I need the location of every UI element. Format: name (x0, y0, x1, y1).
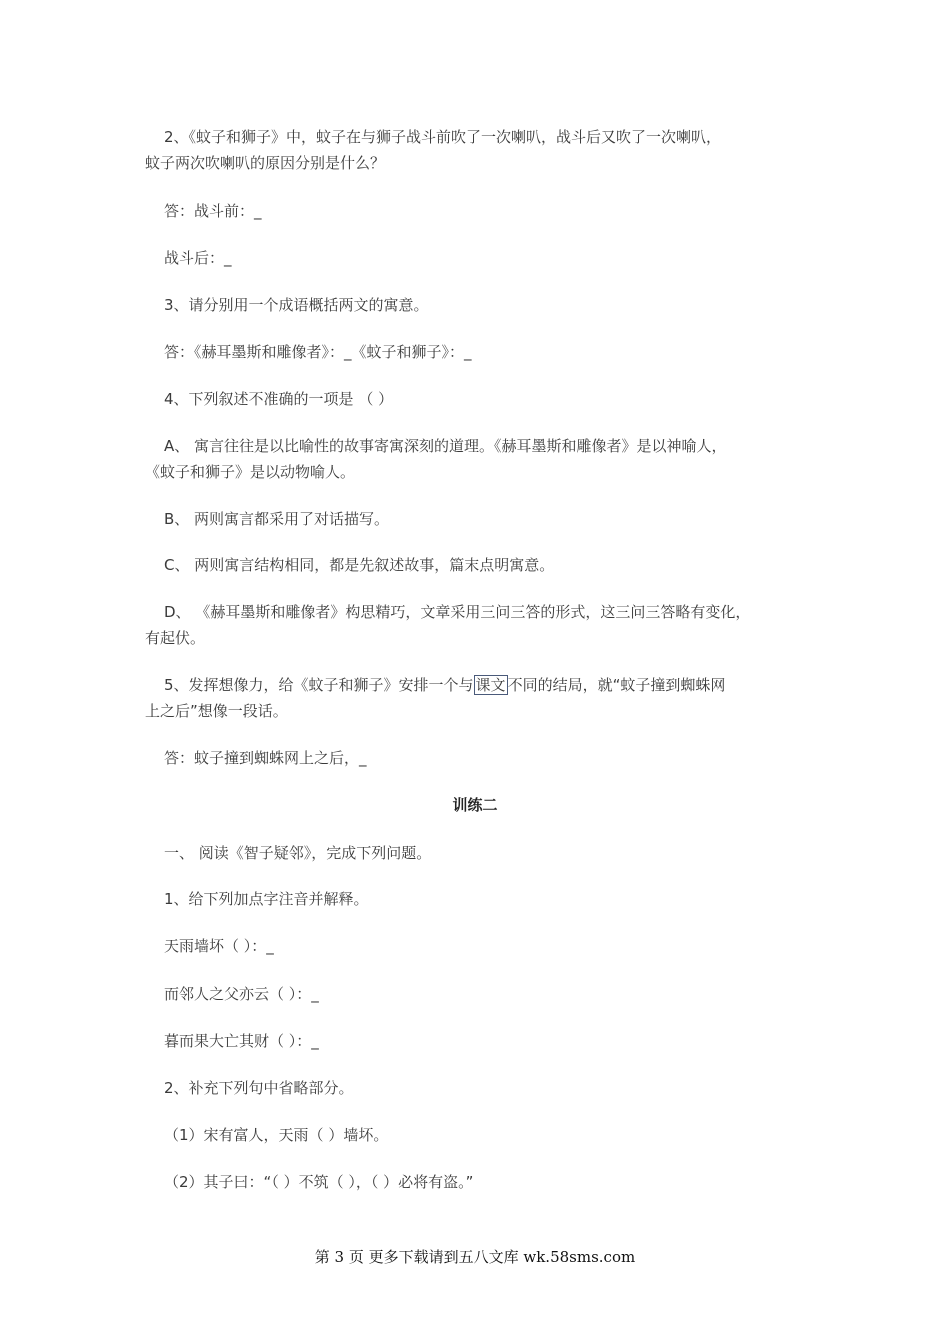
q2-answer-after: 战斗后：_ (164, 249, 232, 267)
section2-item3: 暮而果大亡其财（ ）：_ (164, 1032, 319, 1050)
q5-text-post: 不同的结局，就“蚊子撞到蜘蛛网 (507, 676, 726, 694)
q5-link-kewen[interactable]: 课文 (475, 676, 506, 694)
q5-answer: 答：蚊子撞到蜘蛛网上之后，_ (164, 749, 367, 767)
section2-sentence2: （2）其子曰：“（ ）不筑（ ），（ ）必将有盗。” (164, 1173, 474, 1191)
section2-q1: 1、给下列加点字注音并解释。 (164, 890, 369, 908)
section2-item2: 而邻人之父亦云（ ）：_ (164, 985, 319, 1003)
q2-text-line1: 2、《蚊子和狮子》中，蚊子在与狮子战斗前吹了一次喇叭，战斗后又吹了一次喇叭， (164, 128, 722, 146)
section-title: 训练二 (452, 796, 498, 814)
section2-sentence1: （1）宋有富人，天雨（ ）墙坏。 (164, 1126, 389, 1144)
q3-answer: 答：《赫耳墨斯和雕像者》：_《蚊子和狮子》：_ (164, 343, 472, 361)
q4-option-a-line2: 《蚊子和狮子》是以动物喻人。 (145, 463, 356, 481)
q5-text-pre: 5、发挥想像力，给《蚊子和狮子》安排一个与 (164, 676, 474, 694)
q4-question: 4、下列叙述不准确的一项是 （ ） (164, 390, 394, 408)
section2-intro: 一、 阅读《智子疑邻》，完成下列问题。 (164, 844, 432, 862)
q4-option-c: C、 两则寓言结构相同，都是先叙述故事，篇末点明寓意。 (164, 556, 555, 574)
q4-option-d-line2: 有起伏。 (145, 629, 206, 647)
section2-item1: 天雨墙坏（ ）：_ (164, 937, 274, 955)
q2-answer-before: 答：战斗前：_ (164, 202, 262, 220)
q4-option-d-line1: D、 《赫耳墨斯和雕像者》构思精巧，文章采用三问三答的形式，这三问三答略有变化， (164, 603, 751, 621)
q3-question: 3、请分别用一个成语概括两文的寓意。 (164, 296, 429, 314)
q4-option-b: B、 两则寓言都采用了对话描写。 (164, 510, 390, 528)
q4-option-a-line1: A、 寓言往往是以比喻性的故事寄寓深刻的道理。《赫耳墨斯和雕像者》是以神喻人， (164, 437, 727, 455)
page-footer: 第 3 页 更多下载请到五八文库 wk.58sms.com (314, 1248, 636, 1266)
q5-text-line2: 上之后”想像一段话。 (145, 702, 288, 720)
section2-q2: 2、补充下列句中省略部分。 (164, 1079, 354, 1097)
q5-text-line1 (145, 672, 834, 698)
q2-text-line2: 蚊子两次吹喇叭的原因分别是什么？ (145, 154, 386, 172)
